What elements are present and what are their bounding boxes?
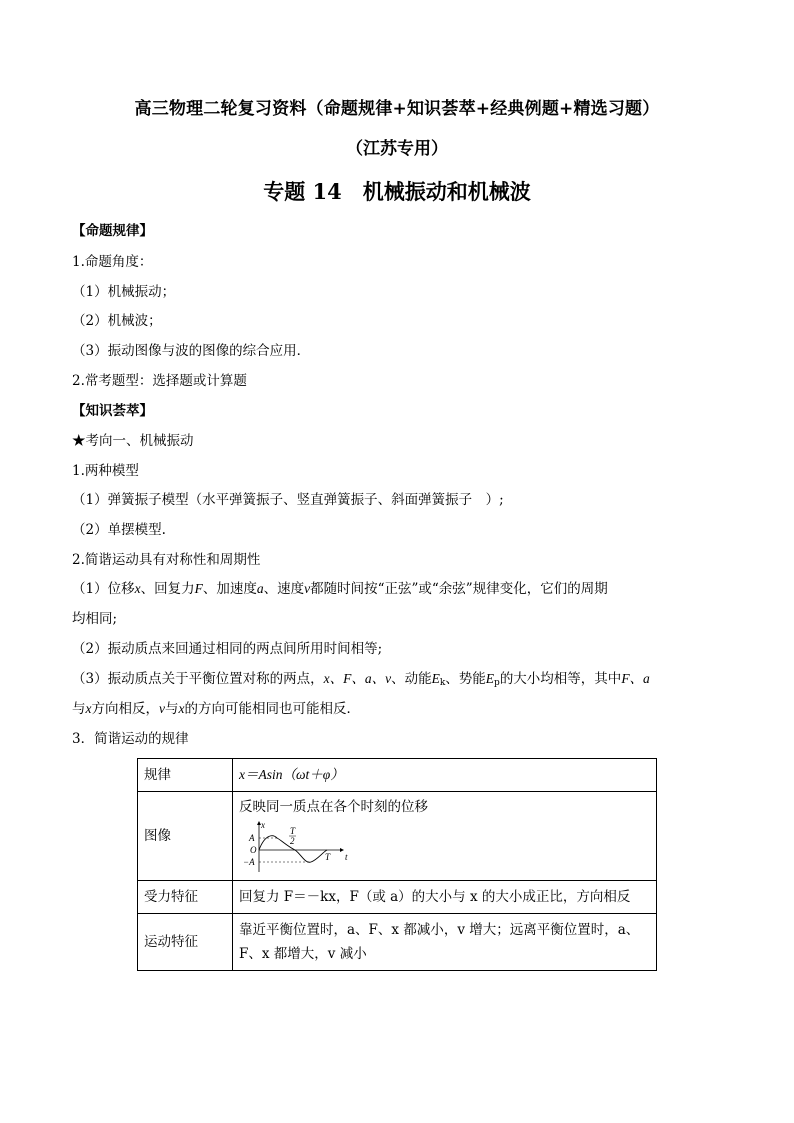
knowledge-paragraph: （3）振动质点关于平衡位置对称的两点，x、F、a、v、动能$E_k$、势能$E_p$的大小均相等，其中F、a [72, 671, 650, 688]
table-row [138, 881, 657, 914]
knowledge-paragraph: （1）位移x、回复力F、加速度a、速度v都随时间按“正弦”或“余弦”规律变化，它们的周期 [72, 581, 608, 597]
table-key-cell: 运动特征 [138, 914, 233, 971]
table-value-cell: 靠近平衡位置时，a、F、x 都减小，v 增大；远离平衡位置时，a、F、x 都增大，v 减小 [233, 914, 657, 971]
table-row [138, 792, 657, 881]
graph-label-negA: −A [243, 857, 255, 867]
knowledge-subheading: ★考向一、机械振动 [72, 433, 194, 449]
table-row [138, 759, 657, 792]
graph-label-O: O [250, 845, 257, 855]
graph-label-t: t [345, 852, 348, 862]
table-key-cell: 图像 [138, 792, 233, 881]
document-title: 高三物理二轮复习资料（命题规律+知识荟萃+经典例题+精选习题） [134, 99, 660, 119]
section-heading-knowledge: 【知识荟萃】 [72, 403, 153, 419]
knowledge-paragraph: 均相同; [72, 611, 118, 627]
table-value-cell: x＝Asin（ωt＋φ） [233, 759, 657, 792]
graph-label-A: A [249, 833, 255, 843]
rules-item: （2）机械波； [72, 313, 162, 329]
rules-item: （1）机械振动； [72, 284, 176, 300]
graph-caption: 反映同一质点在各个时刻的位移 [239, 799, 428, 815]
rules-item: 1.命题角度： [72, 254, 153, 270]
graph-t-arrow [340, 848, 344, 852]
document-subtitle: （江苏专用） [346, 139, 448, 159]
knowledge-paragraph: （2）单摆模型. [72, 522, 166, 538]
table-value-cell: 回复力 F＝－kx，F（或 a）的大小与 x 的大小成正比，方向相反 [233, 881, 657, 914]
knowledge-paragraph: 2.简谐运动具有对称性和周期性 [72, 552, 261, 568]
rules-item: 2.常考题型：选择题或计算题 [72, 373, 247, 389]
knowledge-paragraph: 3．简谐运动的规律 [72, 731, 189, 747]
graph-label-T: T [325, 852, 331, 862]
knowledge-paragraph: （2）振动质点来回通过相同的两点间所用时间相等; [72, 641, 383, 657]
table-row [138, 914, 657, 971]
graph-label-x: x [261, 820, 265, 830]
table-key-cell: 规律 [138, 759, 233, 792]
graph-label-two: 2 [290, 836, 295, 846]
topic-title: 专题 14 机械振动和机械波 [263, 179, 531, 204]
sine-graph-svg [239, 820, 367, 876]
table-value-cell [233, 792, 657, 881]
knowledge-paragraph: 与x方向相反，v与x的方向可能相同也可能相反． [72, 701, 360, 717]
table-key-cell: 受力特征 [138, 881, 233, 914]
knowledge-paragraph: 1.两种模型 [72, 463, 139, 479]
rules-item: （3）振动图像与波的图像的综合应用． [72, 343, 311, 359]
knowledge-paragraph: （1）弹簧振子模型（水平弹簧振子、竖直弹簧振子、斜面弹簧振子 ）; [72, 492, 504, 508]
section-heading-rules: 【命题规律】 [72, 223, 153, 239]
graph-label-T-half: T [290, 826, 296, 836]
harmonic-motion-table [137, 758, 657, 971]
sine-graph [239, 820, 367, 876]
